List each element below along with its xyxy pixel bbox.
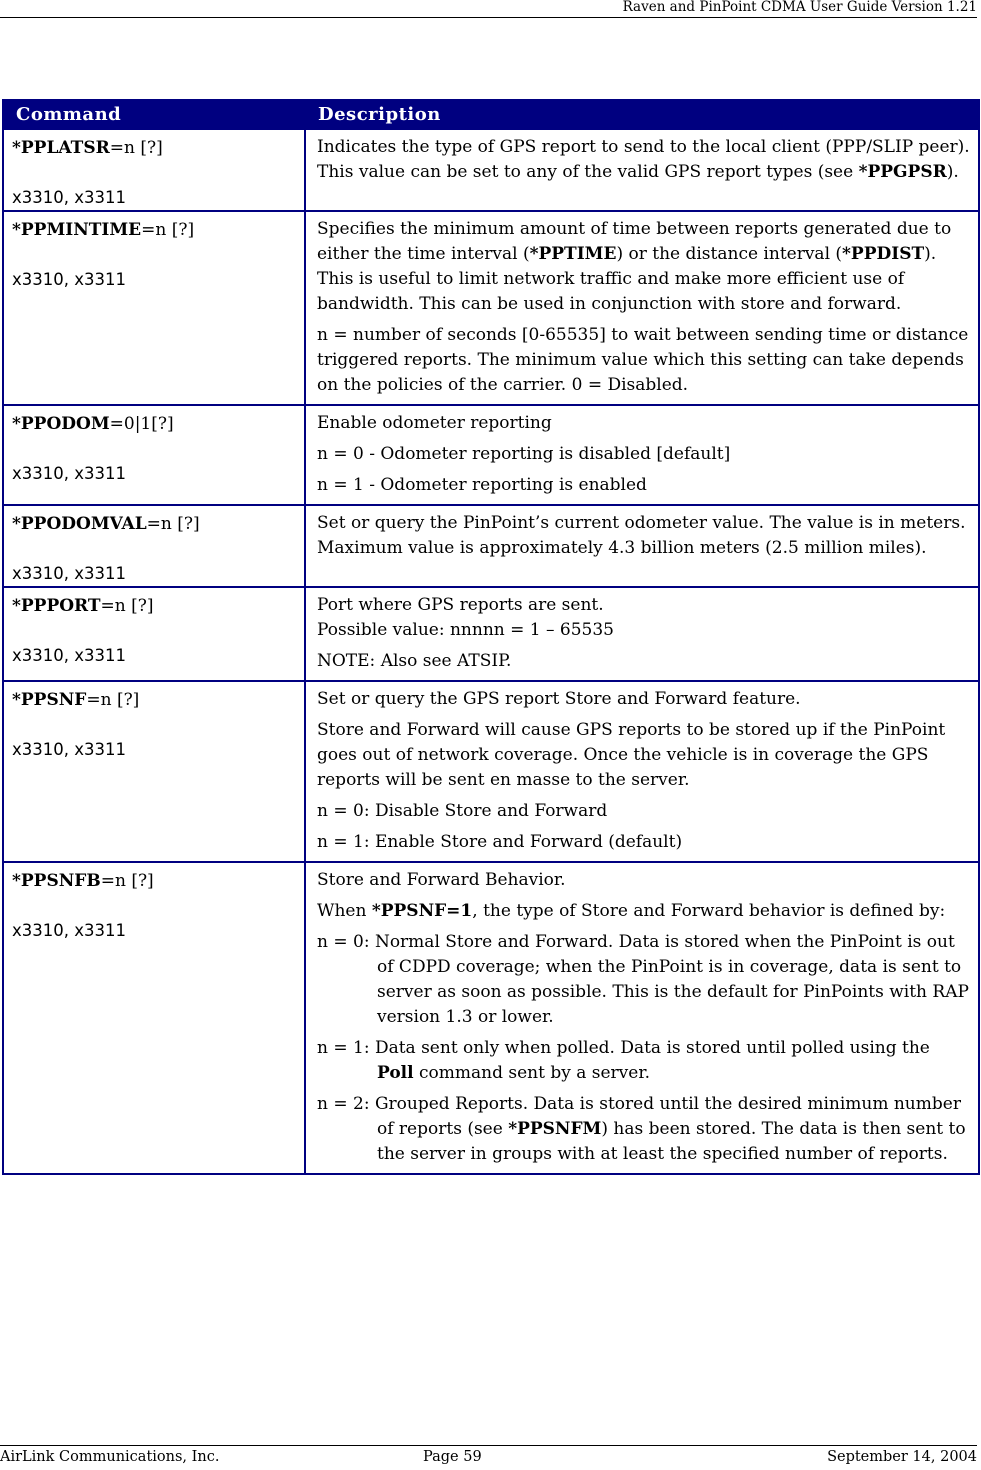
document-title: Raven and PinPoint CDMA User Guide Version 1.21 [622, 0, 977, 15]
command-cell [3, 505, 305, 587]
description-text: Store and Forward Behavior. [317, 870, 566, 890]
description-paragraph [317, 830, 970, 855]
description-text: NOTE: Also see ATSIP. [317, 651, 512, 671]
description-text: ) has been stored. The data is then sent to the server in groups with at least the specified number of reports. [377, 1119, 966, 1164]
description-text: n = 1: Enable Store and Forward (default) [317, 832, 683, 852]
command-cell [3, 405, 305, 505]
description-text: When [317, 901, 372, 921]
command-syntax [12, 688, 296, 713]
description-paragraph [317, 323, 970, 398]
supported-models: x3310, x3311 [12, 646, 127, 665]
description-paragraph [317, 217, 970, 317]
table-row [3, 862, 979, 1174]
description-paragraph [317, 899, 970, 924]
description-text: Set or query the PinPoint’s current odometer value. The value is in meters. Maximum value is approximately 4.3 billion meters (2.5 million miles). [317, 513, 966, 558]
description-paragraph [317, 473, 970, 498]
description-cell [305, 405, 979, 505]
description-text: n = 1 - Odometer reporting is enabled [317, 475, 647, 495]
description-paragraph [317, 649, 970, 674]
command-arguments: =n [?] [86, 690, 140, 710]
description-text: , the type of Store and Forward behavior is defined by: [472, 901, 946, 921]
description-text: n = 0 - Odometer reporting is disabled [default] [317, 444, 731, 464]
description-cell [305, 129, 979, 211]
description-text: Indicates the type of GPS report to send to the local client (PPP/SLIP peer). This value can be set to any of the valid GPS report types (see [317, 137, 970, 182]
description-cell [305, 211, 979, 405]
table-row [3, 505, 979, 587]
command-syntax [12, 512, 296, 537]
column-header-description: Description [305, 100, 979, 129]
command-cell [3, 587, 305, 681]
description-paragraph [317, 868, 970, 893]
footer-page-number: Page 59 [423, 1449, 482, 1465]
command-syntax [12, 412, 296, 437]
command-arguments: =n [?] [146, 514, 200, 534]
command-arguments: =n [?] [141, 220, 195, 240]
running-footer [0, 1445, 977, 1468]
command-name: *PPODOM [12, 414, 110, 434]
description-text: Port where GPS reports are sent. [317, 595, 604, 615]
description-cell [305, 505, 979, 587]
command-name: *PPPORT [12, 596, 101, 616]
command-name: *PPSNFB [12, 871, 101, 891]
footer-date: September 14, 2004 [827, 1449, 977, 1465]
description-paragraph [317, 618, 970, 643]
table-row [3, 681, 979, 862]
command-arguments: =n [?] [100, 871, 154, 891]
command-table [2, 99, 980, 1175]
command-syntax [12, 136, 296, 161]
description-paragraph [317, 1036, 970, 1086]
table-row [3, 587, 979, 681]
command-name: *PPMINTIME [12, 220, 142, 240]
command-arguments: =0|1[?] [109, 414, 174, 434]
bold-reference: *PPSNFM [508, 1119, 602, 1139]
table-header-row [3, 100, 979, 129]
bold-reference: Poll [377, 1063, 414, 1083]
description-paragraph [317, 593, 970, 618]
command-syntax [12, 594, 296, 619]
supported-models: x3310, x3311 [12, 270, 127, 289]
description-text: ). [946, 162, 959, 182]
description-text: Set or query the GPS report Store and Forward feature. [317, 689, 801, 709]
command-cell [3, 862, 305, 1174]
table-body [3, 129, 979, 1174]
description-text: n = 1: Data sent only when polled. Data is stored until polled using the [317, 1038, 930, 1058]
description-paragraph [317, 135, 970, 185]
running-header [0, 0, 977, 18]
supported-models: x3310, x3311 [12, 188, 127, 207]
description-text: Store and Forward will cause GPS reports to be stored up if the PinPoint goes out of network coverage. Once the vehicle is in coverage the GPS reports will be sent en masse to the server. [317, 720, 946, 790]
supported-models: x3310, x3311 [12, 740, 127, 759]
bold-reference: *PPTIME [529, 244, 617, 264]
description-text: n = number of seconds [0-65535] to wait between sending time or distance triggered reports. The minimum value which this setting can take depends on the policies of the carrier. 0 = Disabled. [317, 325, 969, 395]
command-name: *PPODOMVAL [12, 514, 147, 534]
table-row [3, 405, 979, 505]
description-paragraph [317, 511, 970, 561]
description-paragraph [317, 442, 970, 467]
supported-models: x3310, x3311 [12, 464, 127, 483]
description-cell [305, 862, 979, 1174]
description-text: command sent by a server. [413, 1063, 650, 1083]
command-syntax [12, 218, 296, 243]
command-syntax [12, 869, 296, 894]
description-paragraph [317, 411, 970, 436]
supported-models: x3310, x3311 [12, 564, 127, 583]
command-cell [3, 211, 305, 405]
description-paragraph [317, 799, 970, 824]
command-cell [3, 129, 305, 211]
bold-reference: *PPSNF=1 [371, 901, 473, 921]
description-paragraph [317, 1092, 970, 1167]
description-cell [305, 587, 979, 681]
column-header-command: Command [3, 100, 305, 129]
supported-models: x3310, x3311 [12, 921, 127, 940]
command-name: *PPSNF [12, 690, 87, 710]
description-cell [305, 681, 979, 862]
table-row [3, 211, 979, 405]
description-text: Enable odometer reporting [317, 413, 552, 433]
description-text: ) or the distance interval ( [616, 244, 843, 264]
description-text: n = 0: Normal Store and Forward. Data is stored when the PinPoint is out of CDPD coverage; when the PinPoint is in coverage, data is sent to server as soon as possible. This is the default for PinPoints with RAP version 1.3 or lower. [317, 932, 969, 1027]
description-text: ). This is useful to limit network traffic and make more efficient use of bandwidth. This can be used in conjunction with store and forward. [317, 244, 937, 314]
command-arguments: =n [?] [100, 596, 154, 616]
description-paragraph [317, 930, 970, 1030]
command-arguments: =n [?] [109, 138, 163, 158]
description-paragraph [317, 687, 970, 712]
bold-reference: *PPGPSR [858, 162, 947, 182]
description-text: n = 0: Disable Store and Forward [317, 801, 608, 821]
command-name: *PPLATSR [12, 138, 110, 158]
description-paragraph [317, 718, 970, 793]
footer-company: AirLink Communications, Inc. [0, 1449, 220, 1465]
description-text: n = 2: Grouped Reports. Data is stored until the desired minimum number of reports (see [317, 1094, 961, 1139]
description-text: Specifies the minimum amount of time between reports generated due to either the time interval ( [317, 219, 952, 264]
bold-reference: *PPDIST [842, 244, 925, 264]
table-row [3, 129, 979, 211]
description-text: Possible value: nnnnn = 1 – 65535 [317, 620, 614, 640]
command-cell [3, 681, 305, 862]
